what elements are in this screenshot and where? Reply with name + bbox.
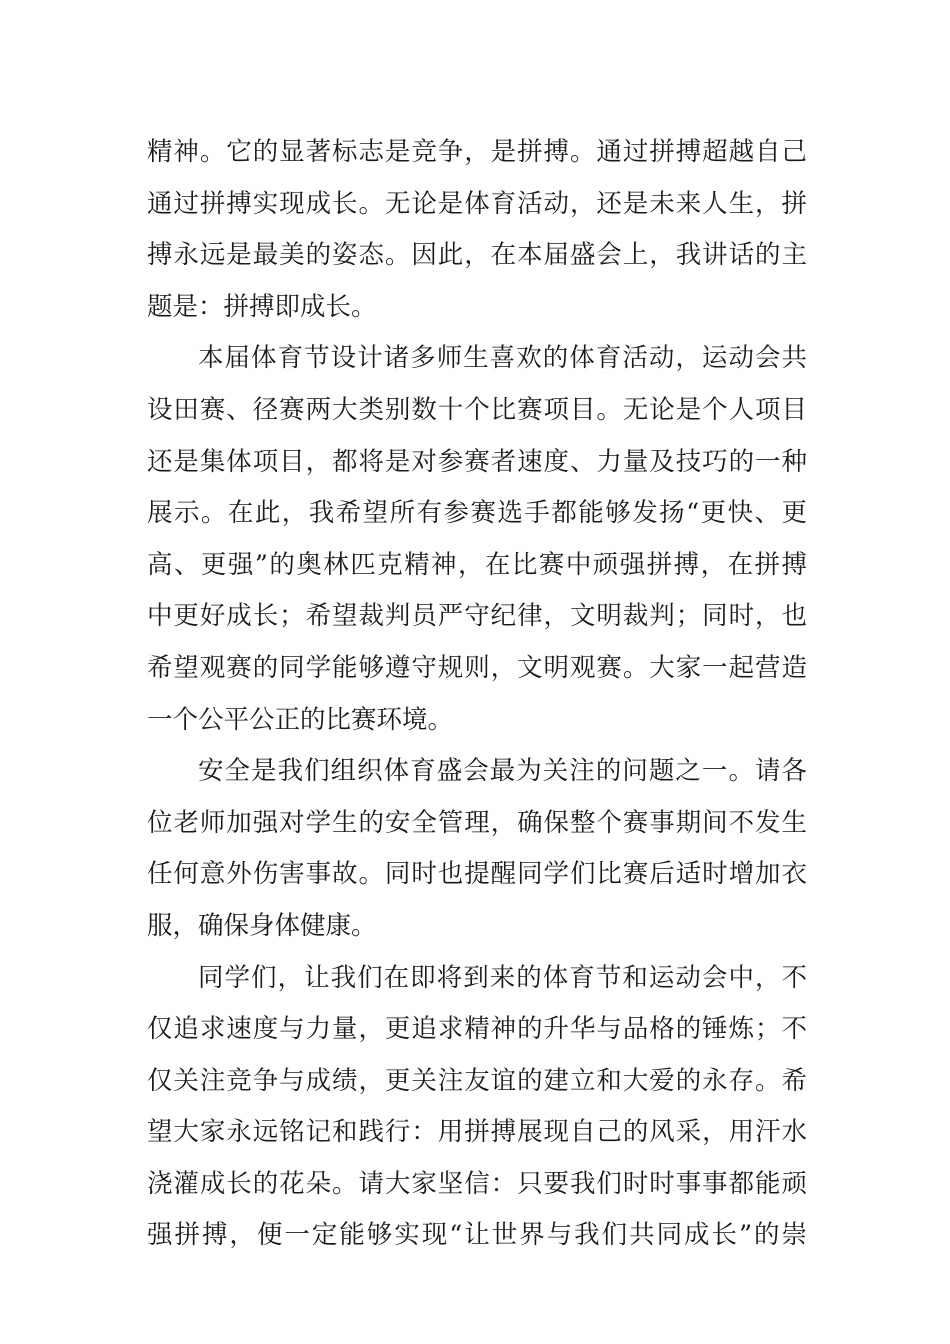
text-line: 中更好成长；希望裁判员严守纪律，文明裁判；同时，也	[147, 601, 807, 632]
text-line: 仅关注竞争与成绩，更关注友谊的建立和大爱的永存。希	[147, 1065, 807, 1096]
text-line: 强拼搏，便一定能够实现“让世界与我们共同成长”的崇	[147, 1220, 807, 1251]
text-line: 题是：拼搏即成长。	[147, 291, 377, 322]
text-line: 同学们，让我们在即将到来的体育节和运动会中，不	[198, 962, 807, 993]
text-line: 位老师加强对学生的安全管理，确保整个赛事期间不发生	[147, 807, 807, 838]
text-line: 任何意外伤害事故。同时也提醒同学们比赛后适时增加衣	[147, 859, 807, 890]
text-line: 高、更强”的奥林匹克精神，在比赛中顽强拼搏，在拼搏	[147, 549, 807, 580]
text-line: 浇灌成长的花朵。请大家坚信：只要我们时时事事都能顽	[147, 1168, 807, 1199]
text-line: 服，确保身体健康。	[147, 910, 377, 941]
text-line: 搏永远是最美的姿态。因此，在本届盛会上，我讲话的主	[147, 240, 807, 271]
text-line: 设田赛、径赛两大类别数十个比赛项目。无论是个人项目	[147, 394, 807, 425]
text-line: 望大家永远铭记和践行：用拼搏展现自己的风采，用汗水	[147, 1117, 807, 1148]
text-line: 还是集体项目，都将是对参赛者速度、力量及技巧的一种	[147, 446, 807, 477]
text-line: 本届体育节设计诸多师生喜欢的体育活动，运动会共	[198, 343, 807, 374]
text-line: 展示。在此，我希望所有参赛选手都能够发扬“更快、更	[147, 498, 807, 529]
text-line: 精神。它的显著标志是竞争，是拼搏。通过拼搏超越自己	[147, 137, 807, 167]
text-line: 通过拼搏实现成长。无论是体育活动，还是未来人生，拼	[147, 188, 807, 219]
text-line: 安全是我们组织体育盛会最为关注的问题之一。请各	[198, 756, 807, 787]
text-line: 仅追求速度与力量，更追求精神的升华与品格的锤炼；不	[147, 1014, 807, 1045]
text-line: 一个公平公正的比赛环境。	[147, 704, 454, 735]
body-text	[147, 127, 807, 1262]
text-line: 希望观赛的同学能够遵守规则，文明观赛。大家一起营造	[147, 652, 807, 683]
